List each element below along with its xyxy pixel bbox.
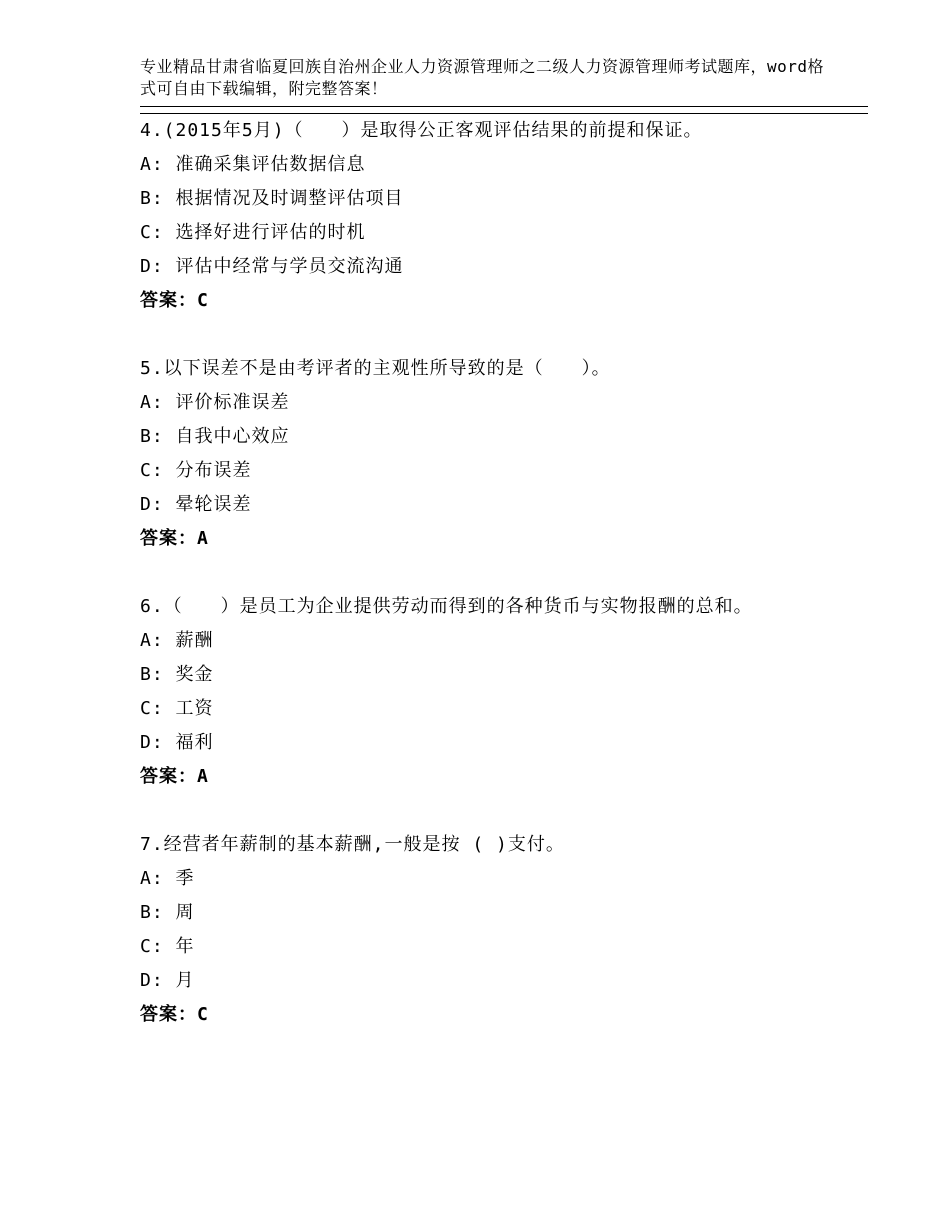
question-stem: 5.以下误差不是由考评者的主观性所导致的是（ ）。 xyxy=(140,358,611,379)
option-d: D: 福利 xyxy=(140,732,214,753)
option-b: B: 根据情况及时调整评估项目 xyxy=(140,188,404,209)
question-spacer xyxy=(140,318,868,352)
option-d: D: 晕轮误差 xyxy=(140,494,252,515)
question-4 xyxy=(140,114,868,318)
option-b: B: 周 xyxy=(140,902,195,923)
question-5 xyxy=(140,352,868,556)
answer-value: C xyxy=(197,290,209,311)
question-stem: 6.（ ）是员工为企业提供劳动而得到的各种货币与实物报酬的总和。 xyxy=(140,596,753,617)
answer-line xyxy=(140,522,868,556)
answer-label: 答案： xyxy=(140,528,197,549)
option-c: C: 选择好进行评估的时机 xyxy=(140,222,366,243)
answer-line xyxy=(140,998,868,1032)
answer-line xyxy=(140,284,868,318)
question-7 xyxy=(140,828,868,1032)
header-divider xyxy=(140,106,868,114)
answer-value: A xyxy=(197,528,209,549)
option-b: B: 奖金 xyxy=(140,664,214,685)
option-c: C: 年 xyxy=(140,936,195,957)
question-list xyxy=(140,114,868,1032)
answer-label: 答案： xyxy=(140,290,197,311)
option-a: A: 准确采集评估数据信息 xyxy=(140,154,366,175)
answer-value: C xyxy=(197,1004,209,1025)
option-b: B: 自我中心效应 xyxy=(140,426,290,447)
option-d: D: 评估中经常与学员交流沟通 xyxy=(140,256,404,277)
question-stem: 7.经营者年薪制的基本薪酬,一般是按 ( )支付。 xyxy=(140,834,565,855)
question-6 xyxy=(140,590,868,794)
question-stem: 4.(2015年5月)（ ）是取得公正客观评估结果的前提和保证。 xyxy=(140,120,703,141)
answer-label: 答案： xyxy=(140,766,197,787)
option-a: A: 评价标准误差 xyxy=(140,392,290,413)
option-d: D: 月 xyxy=(140,970,195,991)
option-a: A: 季 xyxy=(140,868,195,889)
answer-label: 答案： xyxy=(140,1004,197,1025)
option-c: C: 分布误差 xyxy=(140,460,252,481)
answer-line xyxy=(140,760,868,794)
option-a: A: 薪酬 xyxy=(140,630,214,651)
document-header: 专业精品甘肃省临夏回族自治州企业人力资源管理师之二级人力资源管理师考试题库，word格式可自由下载编辑，附完整答案！ xyxy=(140,57,825,98)
document-page xyxy=(140,56,868,1032)
question-spacer xyxy=(140,794,868,828)
answer-value: A xyxy=(197,766,209,787)
option-c: C: 工资 xyxy=(140,698,214,719)
question-spacer xyxy=(140,556,868,590)
